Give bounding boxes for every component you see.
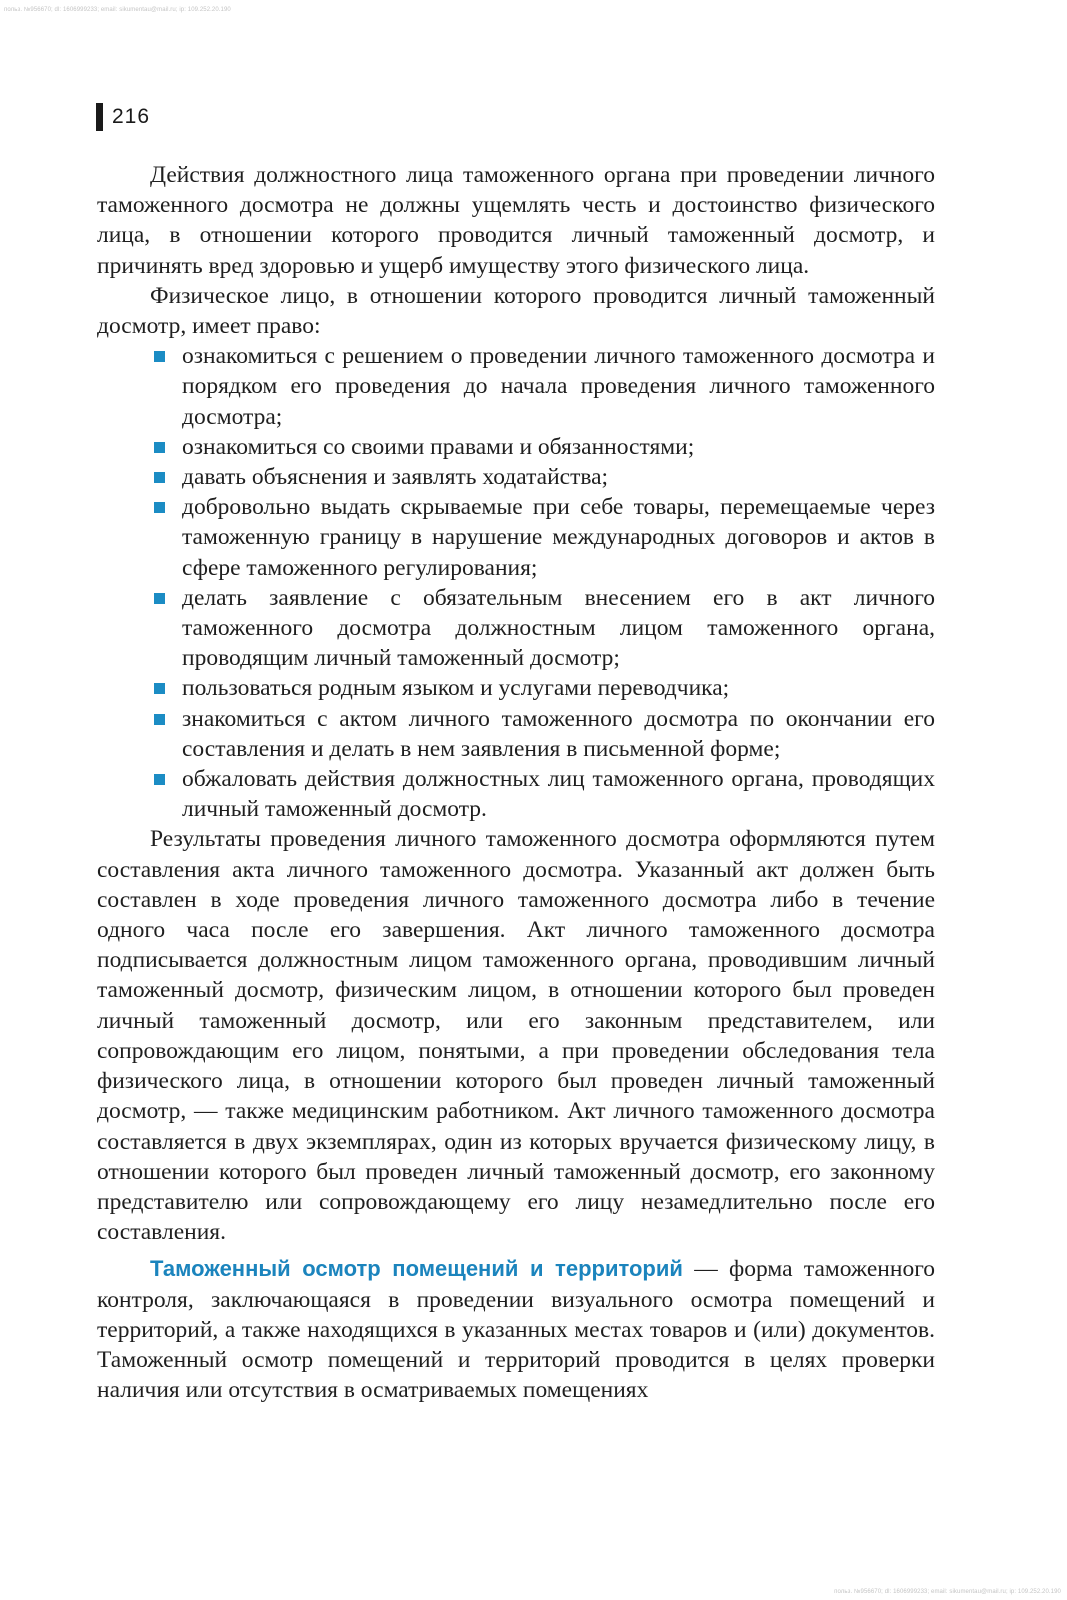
bullet-square-icon <box>154 593 165 604</box>
list-item <box>182 341 935 432</box>
bullet-square-icon <box>154 683 165 694</box>
list-item-text: давать объяснения и заявлять ходатайства; <box>182 464 609 491</box>
watermark-bottom: польз. №956670; dl: 1606999233; email: sikumentau@mail.ru; ip: 109.252.20.190 <box>834 1589 1061 1595</box>
bullet-square-icon <box>154 442 165 453</box>
list-item-text: ознакомиться со своими правами и обязанностями; <box>182 433 695 460</box>
bullet-square-icon <box>154 774 165 785</box>
page-header <box>96 102 150 132</box>
bullet-square-icon <box>154 351 165 362</box>
watermark-top: польз. №956670; dl: 1606999233; email: sikumentau@mail.ru; ip: 109.252.20.190 <box>4 7 231 13</box>
list-item-text: знакомиться с актом личного таможенного досмотра по окончании его составления и делать в нем заявления в письменной форме; <box>182 705 935 762</box>
list-item-text: пользоваться родным языком и услугами переводчика; <box>182 675 730 702</box>
bullet-square-icon <box>154 714 165 725</box>
bullet-square-icon <box>154 472 165 483</box>
paragraph-dignity: Действия должностного лица таможенного органа при проведении личного таможенного досмотра не должны ущемлять честь и достоинство физического лица, в отношении которого проводится личный таможенный досмотр, и причинять вред здоровью и ущерб имуществу этого физического лица. <box>97 162 935 279</box>
paragraph-rights-intro: Физическое лицо, в отношении которого проводится личный таможенный досмотр, имеет право: <box>97 282 935 340</box>
list-item <box>182 462 935 492</box>
list-item-text: делать заявление с обязательным внесением его в акт личного таможенного досмотра должностным лицом таможенного органа, проводящим личный таможенный досмотр; <box>182 584 935 672</box>
list-item <box>182 432 935 462</box>
list-item <box>182 492 935 583</box>
page-marker-bar <box>96 103 103 131</box>
highlighted-term: Таможенный осмотр помещений и территорий <box>150 1256 683 1282</box>
list-item <box>182 673 935 703</box>
list-item <box>182 764 935 824</box>
list-item <box>182 704 935 764</box>
paragraph-premises-inspection-text: — форма таможенного контроля, заключающаяся в проведении визуального осмотра помещений и территорий, а также находящихся в указанных местах товаров и (или) документов. Таможенный осмотр помещений и территорий проводится в целях проверки наличия или отсутствия в осматриваемых помещениях <box>97 1256 935 1404</box>
page-number: 216 <box>112 105 151 128</box>
list-item-text: добровольно выдать скрываемые при себе товары, перемещаемые через таможенную границу в нарушение международных договоров и актов в сфере таможенного регулирования; <box>182 494 935 581</box>
rights-list <box>97 341 935 824</box>
list-item-text: обжаловать действия должностных лиц таможенного органа, проводящих личный таможенный досмотр. <box>182 766 935 823</box>
paragraph-premises-inspection <box>97 1254 935 1405</box>
list-item <box>182 583 935 674</box>
paragraph-inspection-act: Результаты проведения личного таможенного досмотра оформляются путем составления акта личного таможенного досмотра. Указанный акт должен быть составлен в ходе проведения личного таможенного досмотра либо в течение одного часа после его завершения. Акт личного таможенного досмотра подписывается должностным лицом таможенного органа, проводившим личный таможенный досмотр, физическим лицом, в отношении которого был проведен личный таможенный досмотр, или его законным представителем, или сопровождающим его лицом, понятыми, а при проведении обследования тела физического лица, в отношении которого был проведен личный таможенный досмотр, — также медицинским работником. Акт личного таможенного досмотра составляется в двух экземплярах, один из которых вручается физическому лицу, в отношении которого был проведен личный таможенный досмотр, его законному представителю или сопровождающему его лицу незамедлительно после его составления. <box>97 826 935 1246</box>
bullet-square-icon <box>154 502 165 513</box>
list-item-text: ознакомиться с решением о проведении личного таможенного досмотра и порядком его проведения до начала проведения личного таможенного досмотра; <box>182 343 935 430</box>
page-body <box>97 160 935 1405</box>
